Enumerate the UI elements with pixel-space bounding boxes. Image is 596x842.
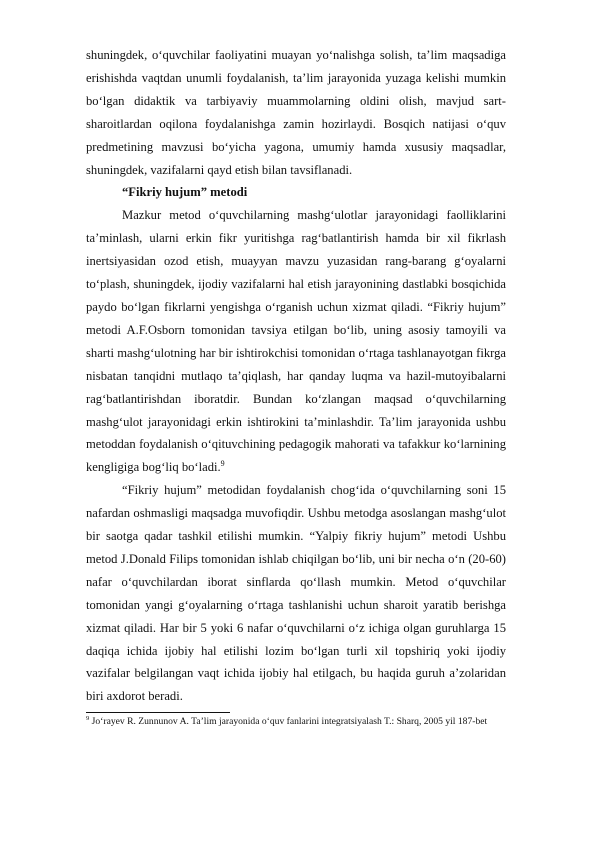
footnote-number: 9	[86, 715, 90, 723]
footnote-text: Jo‘rayev R. Zunnunov A. Ta’lim jarayonida o‘quv fanlarini integratsiyalash T.: Sharq, 2005 yil 187-bet	[89, 716, 488, 728]
paragraph-3: “Fikriy hujum” metodidan foydalanish chog‘ida o‘quvchilarning soni 15 nafardan oshmasligi maqsadga muvofiqdir. Ushbu metodga asoslangan mashg‘ulot bir saotga qadar tashkil etilishi mumkin. “Yalpiy fikriy hujum” metodi Ushbu metod J.Donald Filips tomonidan ishlab chiqilgan bo‘lib, uni bir necha o‘n (20-60) nafar o‘quvchilardan iborat sinflarda qo‘llash mumkin. Metod o‘quvchilar tomonidan yangi g‘oyalarning o‘rtaga tashlanishi uchun sharoit yaratib berishga xizmat qiladi. Har bir 5 yoki 6 nafar o‘quvchilarni o‘z ichiga olgan guruhlarga 15 daqiqa ichida ijobiy hal etilishi lozim bo‘lgan turli xil topshiriq yoki ijodiy vazifalar belgilangan vaqt ichida ijobiy hal etilgach, bu haqida guruh a’zolaridan biri axdorot beradi.	[86, 483, 506, 704]
section-heading: “Fikriy hujum” metodi	[122, 185, 248, 200]
footnote-divider	[86, 712, 230, 713]
paragraph-2-text: Mazkur metod o‘quvchilarning mashg‘ulotlar jarayonidagi faolliklarini ta’minlash, ularni erkin fikr yuritishga rag‘batlantirish hamda bir xil fikrlash inertsiyasidan ozod etish, muayyan mavzu yuzasidan rang-barang g‘oyalarni to‘plash, shuningdek, ijodiy vazifalarni hal etish jarayonining dastlabki bosqichida paydo bo‘lgan fikrlarni yengishga o‘rganish uchun xizmat qiladi. “Fikriy hujum” metodi A.F.Osborn tomonidan tavsiya etilgan bo‘lib, uning asosiy tamoyili va sharti mashg‘ulotning har bir ishtirokchisi tomonidan o‘rtaga tashlanayotgan fikrga nisbatan tanqidni mutlaqo ta’qiqlash, har qanday luqma va hazil-mutoyibalarni rag‘batlantirishdan iboratdir. Bundan ko‘zlangan maqsad o‘quvchilarning mashg‘ulot jarayonidagi erkin ishtirokini ta’minlashdir. Ta’lim jarayonida ushbu metoddan foydalanish o‘qituvchining pedagogik mahorati va tafakkur ko‘larnining kengligiga bog‘liq bo‘ladi.	[86, 208, 506, 475]
footnote	[86, 716, 506, 728]
document-page	[86, 44, 506, 728]
paragraph-1: shuningdek, o‘quvchilar faoliyatini muayan yo‘nalishga solish, ta’lim maqsadiga erishishda vaqtdan unumli foydalanish, ta’lim jarayonida yuzaga kelishi mumkin bo‘lgan didaktik va tarbiyaviy muammolarning oldini olish, mavjud sart-sharoitlardan oqilona foydalanishga zamin hozirlaydi. Bosqich natijasi o‘quv predmetining mavzusi bo‘yicha yagona, umumiy hamda xususiy maqsadlar, shuningdek, vazifalarni qayd etish bilan tavsiflanadi.	[86, 48, 506, 177]
footnote-reference[interactable]: 9	[220, 459, 225, 469]
paragraph-2	[86, 204, 506, 479]
